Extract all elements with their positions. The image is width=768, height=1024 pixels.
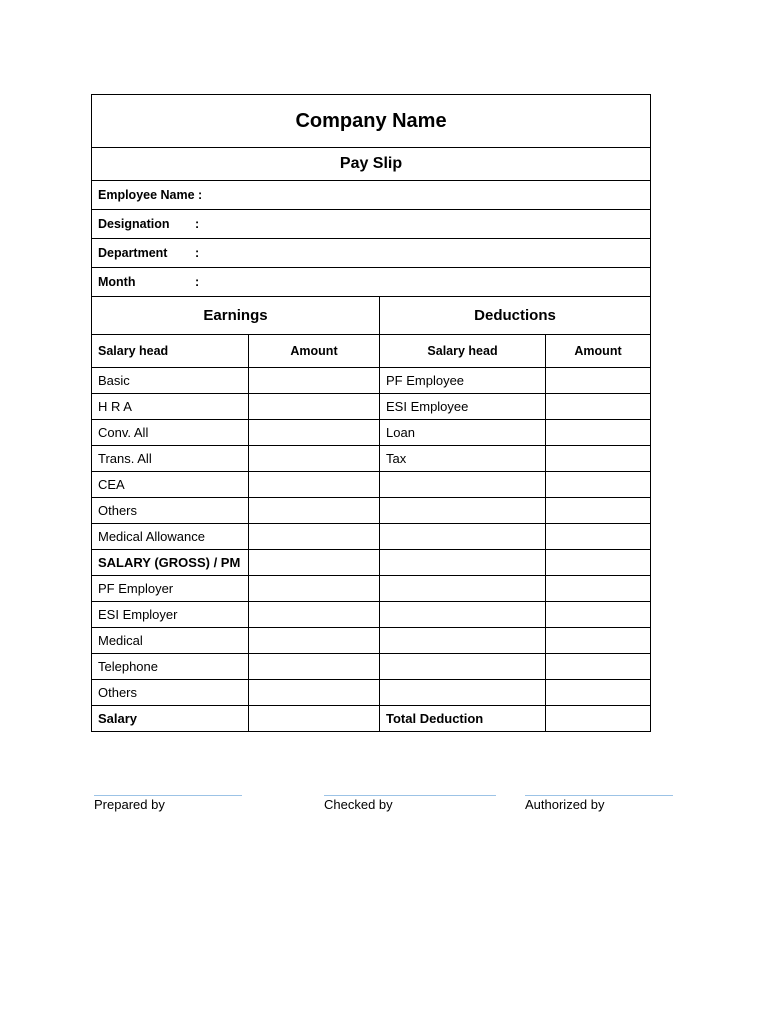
deduction-amount-cell[interactable] — [546, 680, 651, 706]
deduction-amount-cell[interactable] — [546, 576, 651, 602]
earning-amount-cell[interactable] — [249, 654, 380, 680]
table-row — [92, 550, 651, 576]
earning-head-cell: CEA — [92, 472, 249, 498]
total-deduction-amount-cell[interactable] — [546, 706, 651, 732]
deduction-head-cell — [380, 498, 546, 524]
earning-amount-cell[interactable] — [249, 498, 380, 524]
month-field — [92, 268, 651, 297]
table-row — [92, 706, 651, 732]
deductions-head-column: Salary head — [380, 335, 546, 368]
deduction-head-cell — [380, 472, 546, 498]
deduction-amount-cell[interactable] — [546, 628, 651, 654]
department-field — [92, 239, 651, 268]
deduction-amount-cell[interactable] — [546, 420, 651, 446]
deduction-head-cell — [380, 576, 546, 602]
table-row — [92, 576, 651, 602]
deduction-head-cell — [380, 654, 546, 680]
deduction-head-cell — [380, 550, 546, 576]
prepared-by-label: Prepared by — [94, 797, 165, 812]
deduction-head-cell: PF Employee — [380, 368, 546, 394]
table-row — [92, 394, 651, 420]
month-colon: : — [195, 275, 200, 289]
employee-name-field — [92, 181, 651, 210]
deduction-head-cell — [380, 628, 546, 654]
earning-amount-cell[interactable] — [249, 446, 380, 472]
pay-slip-table — [91, 94, 651, 732]
table-row — [92, 654, 651, 680]
earnings-head-column: Salary head — [92, 335, 249, 368]
deduction-amount-cell[interactable] — [546, 498, 651, 524]
page-title: Pay Slip — [92, 148, 651, 181]
deductions-section-title: Deductions — [380, 297, 651, 335]
table-row — [92, 472, 651, 498]
prepared-by-signature — [94, 795, 242, 812]
earning-amount-cell[interactable] — [249, 394, 380, 420]
deduction-amount-cell[interactable] — [546, 602, 651, 628]
earning-head-cell: Telephone — [92, 654, 249, 680]
earning-amount-cell[interactable] — [249, 550, 380, 576]
deduction-amount-cell[interactable] — [546, 472, 651, 498]
earning-amount-cell[interactable] — [249, 472, 380, 498]
deduction-head-cell — [380, 602, 546, 628]
table-row — [92, 628, 651, 654]
deduction-amount-cell[interactable] — [546, 394, 651, 420]
employee-name-label: Employee Name : — [98, 188, 203, 202]
earning-head-cell: Medical — [92, 628, 249, 654]
earning-head-cell: Others — [92, 498, 249, 524]
deduction-head-cell: Loan — [380, 420, 546, 446]
earning-amount-cell[interactable] — [249, 602, 380, 628]
earning-amount-cell[interactable] — [249, 628, 380, 654]
department-colon: : — [195, 246, 200, 260]
company-name: Company Name — [92, 95, 651, 148]
gross-salary-label: SALARY (GROSS) / PM — [92, 550, 249, 576]
table-row — [92, 680, 651, 706]
table-row — [92, 498, 651, 524]
deductions-amount-column: Amount — [546, 335, 651, 368]
deduction-amount-cell[interactable] — [546, 654, 651, 680]
deduction-head-cell — [380, 680, 546, 706]
table-row — [92, 446, 651, 472]
net-salary-label: Salary — [92, 706, 249, 732]
earning-head-cell: Others — [92, 680, 249, 706]
table-row — [92, 524, 651, 550]
deduction-amount-cell[interactable] — [546, 368, 651, 394]
earning-head-cell: PF Employer — [92, 576, 249, 602]
earning-head-cell: Trans. All — [92, 446, 249, 472]
deduction-amount-cell[interactable] — [546, 446, 651, 472]
earning-head-cell: ESI Employer — [92, 602, 249, 628]
earning-amount-cell[interactable] — [249, 680, 380, 706]
designation-label: Designation — [98, 217, 170, 231]
deduction-head-cell — [380, 524, 546, 550]
designation-colon: : — [195, 217, 200, 231]
earning-head-cell: Conv. All — [92, 420, 249, 446]
earning-head-cell: Medical Allowance — [92, 524, 249, 550]
authorized-by-label: Authorized by — [525, 797, 605, 812]
earning-amount-cell[interactable] — [249, 576, 380, 602]
authorized-by-signature — [525, 795, 673, 812]
deduction-amount-cell[interactable] — [546, 524, 651, 550]
earnings-amount-column: Amount — [249, 335, 380, 368]
earning-amount-cell[interactable] — [249, 420, 380, 446]
total-deduction-label: Total Deduction — [380, 706, 546, 732]
designation-field — [92, 210, 651, 239]
earnings-section-title: Earnings — [92, 297, 380, 335]
checked-by-label: Checked by — [324, 797, 393, 812]
checked-by-signature — [324, 795, 496, 812]
table-row — [92, 602, 651, 628]
earning-amount-cell[interactable] — [249, 524, 380, 550]
earning-head-cell: H R A — [92, 394, 249, 420]
table-row — [92, 420, 651, 446]
month-label: Month — [98, 275, 136, 289]
department-label: Department — [98, 246, 168, 260]
table-row — [92, 368, 651, 394]
net-salary-amount-cell[interactable] — [249, 706, 380, 732]
deduction-head-cell: ESI Employee — [380, 394, 546, 420]
earning-head-cell: Basic — [92, 368, 249, 394]
deduction-head-cell: Tax — [380, 446, 546, 472]
earning-amount-cell[interactable] — [249, 368, 380, 394]
deduction-amount-cell[interactable] — [546, 550, 651, 576]
